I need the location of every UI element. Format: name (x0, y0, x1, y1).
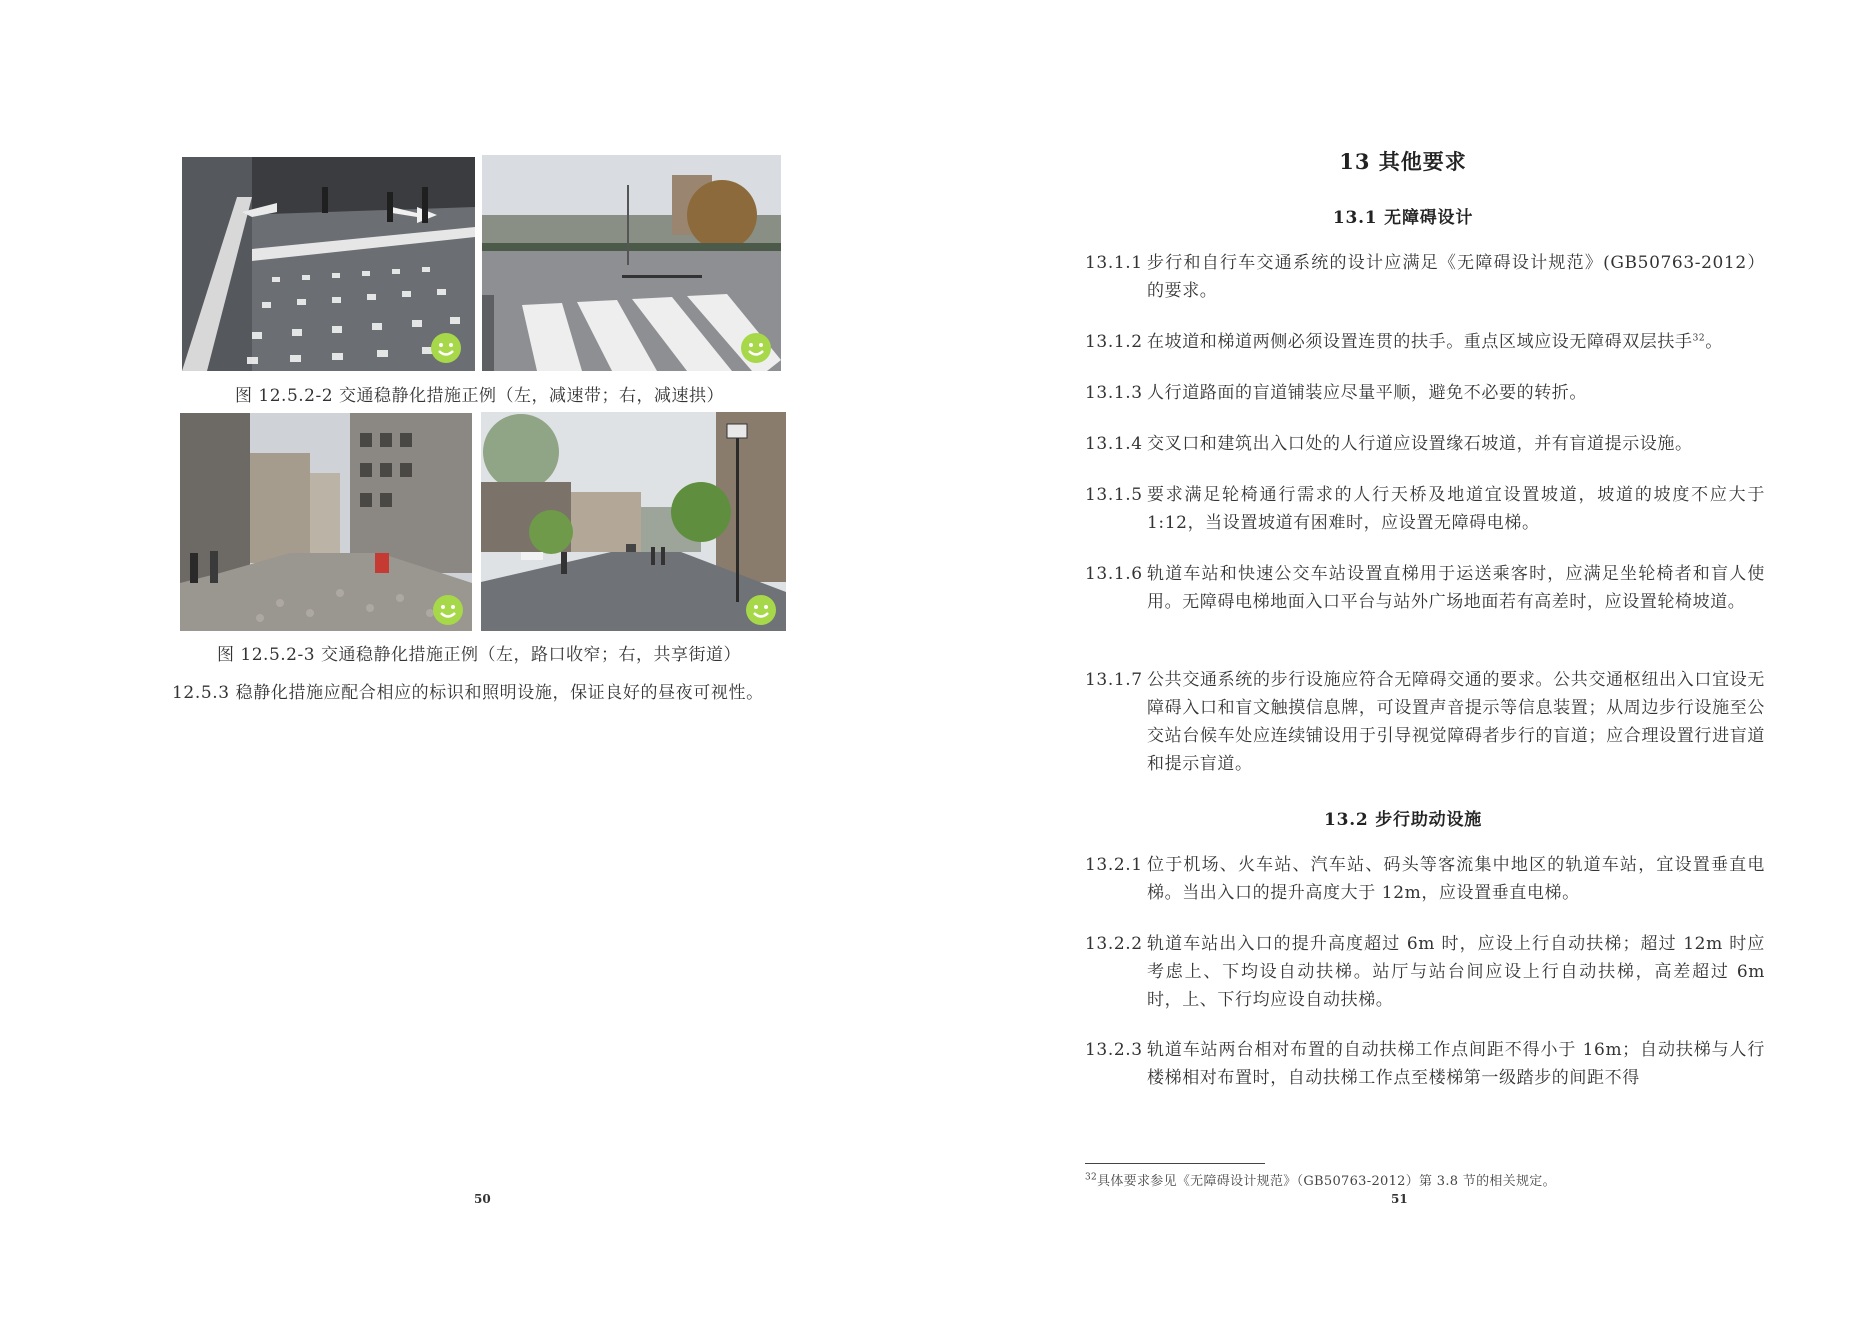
clause-text: 人行道路面的盲道铺装应尽量平顺，避免不必要的转折。 (1147, 383, 1587, 403)
clause-text: 步行和自行车交通系统的设计应满足《无障碍设计规范》(GB50763-2012）的要求。 (1147, 253, 1765, 301)
clause-13-1-1 (1085, 249, 1765, 305)
clause-text: 交叉口和建筑出入口处的人行道应设置缘石坡道，并有盲道提示设施。 (1147, 434, 1693, 454)
clause-text: 位于机场、火车站、汽车站、码头等客流集中地区的轨道车站，宜设置垂直电梯。当出入口的提升高度大于 12m，应设置垂直电梯。 (1147, 855, 1765, 903)
clause-number: 13.1.3 (1085, 383, 1143, 403)
photo-intersection-narrowing (180, 413, 472, 631)
clause-text: 轨道车站和快速公交车站设置直梯用于运送乘客时，应满足坐轮椅者和盲人使用。无障碍电梯地面入口平台与站外广场地面若有高差时，应设置轮椅坡道。 (1147, 564, 1765, 612)
photo-shared-street (481, 412, 786, 631)
footnote (1085, 1170, 1556, 1189)
clause-13-1-5 (1085, 481, 1765, 537)
clause-text: 公共交通系统的步行设施应符合无障碍交通的要求。公共交通枢纽出入口宜设无障碍入口和盲文触摸信息牌，可设置声音提示等信息装置；从周边步行设施至公交站台候车处应连续铺设用于引导视觉障碍者步行的盲道；应合理设置行进盲道和提示盲道。 (1147, 670, 1765, 774)
clause-13-1-4 (1085, 430, 1765, 458)
clause-13-1-3 (1085, 379, 1765, 407)
clause-number: 13.1.7 (1085, 670, 1143, 690)
photo-speed-hump (482, 155, 781, 371)
smiley-icon (430, 332, 462, 364)
page-number: 51 (1391, 1192, 1408, 1206)
clause-text: 轨道车站两台相对布置的自动扶梯工作点间距不得小于 16m；自动扶梯与人行楼梯相对布置时，自动扶梯工作点至楼梯第一级踏步的间距不得 (1147, 1040, 1765, 1088)
clause-number: 13.2.1 (1085, 855, 1143, 875)
figure-caption-12-5-2-2: 图 12.5.2-2 交通稳静化措施正例（左，减速带；右，减速拱） (235, 386, 724, 406)
chapter-title: 13 其他要求 (1339, 149, 1467, 174)
clause-text: 轨道车站出入口的提升高度超过 6m 时，应设上行自动扶梯；超过 12m 时应考虑上、下均设自动扶梯。站厅与站台间应设上行自动扶梯，高差超过 6m 时，上、下行均应设自动扶梯。 (1147, 934, 1765, 1010)
clause-12-5-3: 12.5.3 稳静化措施应配合相应的标识和照明设施，保证良好的昼夜可视性。 (172, 683, 764, 703)
left-page (0, 0, 935, 1323)
clause-13-1-2 (1085, 328, 1785, 356)
clause-number: 13.1.6 (1085, 564, 1143, 584)
footnote-text: 具体要求参见《无障碍设计规范》（GB50763-2012）第 3.8 节的相关规定。 (1097, 1174, 1556, 1189)
clause-number: 13.1.2 (1085, 332, 1143, 352)
smiley-icon (745, 594, 777, 626)
page-number: 50 (474, 1192, 491, 1206)
right-page (935, 0, 1871, 1323)
footnote-divider (1085, 1163, 1265, 1164)
clause-text-tail: 。 (1705, 332, 1723, 352)
clause-number: 13.1.4 (1085, 434, 1143, 454)
clause-number: 13.2.2 (1085, 934, 1143, 954)
clause-number: 13.1.1 (1085, 253, 1143, 273)
smiley-icon (740, 332, 772, 364)
clause-13-2-2 (1085, 930, 1765, 1014)
clause-13-2-3 (1085, 1036, 1765, 1092)
clause-number: 13.1.5 (1085, 485, 1143, 505)
figure-caption-12-5-2-3: 图 12.5.2-3 交通稳静化措施正例（左，路口收窄；右，共享街道） (217, 645, 741, 665)
clause-13-1-7 (1085, 666, 1765, 778)
section-title-13-2: 13.2 步行助动设施 (1323, 810, 1483, 830)
footnote-reference[interactable]: 32 (1692, 333, 1706, 344)
clause-13-1-6 (1085, 560, 1765, 616)
clause-number: 13.2.3 (1085, 1040, 1143, 1060)
footnote-mark: 32 (1085, 1172, 1098, 1183)
clause-text: 在坡道和梯道两侧必须设置连贯的扶手。重点区域应设无障碍双层扶手 (1147, 332, 1693, 352)
smiley-icon (432, 594, 464, 626)
clause-text: 要求满足轮椅通行需求的人行天桥及地道宜设置坡道，坡道的坡度不应大于 1:12，当设置坡道有困难时，应设置无障碍电梯。 (1147, 485, 1765, 533)
clause-13-2-1 (1085, 851, 1765, 907)
section-title-13-1: 13.1 无障碍设计 (1332, 208, 1474, 228)
